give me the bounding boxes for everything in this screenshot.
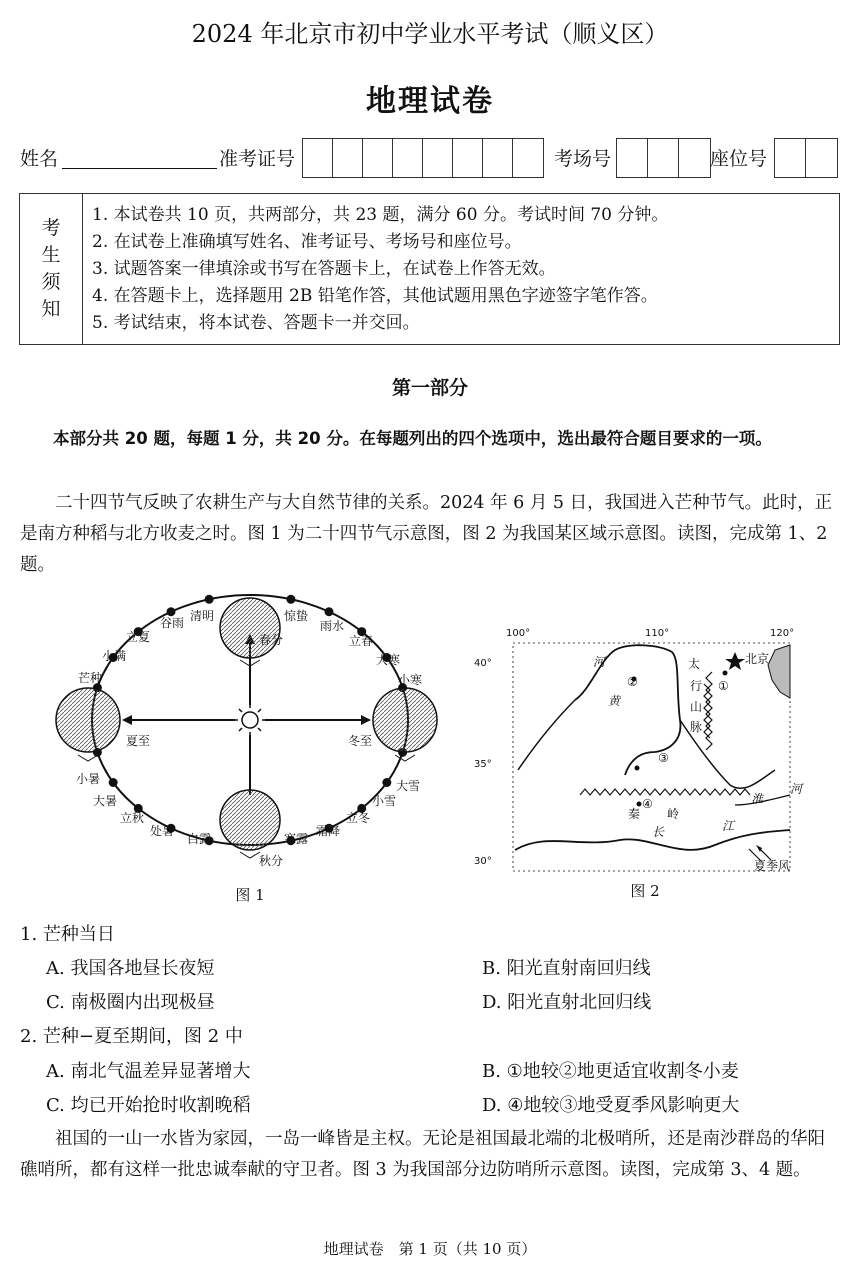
term-label: 大雪	[396, 779, 421, 793]
name-label: 姓名	[20, 148, 59, 170]
point-label: ④	[642, 797, 653, 811]
point-label: ②	[627, 675, 638, 689]
term-label: 小满	[102, 649, 127, 663]
term-label: 小寒	[398, 673, 423, 687]
seat-boxes[interactable]	[774, 138, 838, 178]
qinling-label: 岭	[667, 807, 680, 821]
lat-label: 35°	[474, 759, 492, 770]
term-label: 立冬	[346, 811, 371, 825]
notice-item: 4. 在答题卡上，选择题用 2B 铅笔作答，其他试题用黑色字迹签字笔作答。	[92, 286, 658, 306]
option-b[interactable]: B. ①地较②地更适宜收割冬小麦	[482, 1061, 739, 1082]
term-label: 霜降	[316, 824, 341, 838]
part-instruction: 本部分共 20 题，每题 1 分，共 20 分。在每题列出的四个选项中，选出最符合题目要求的一项。	[53, 429, 772, 448]
lat-label: 30°	[474, 856, 492, 867]
name-field[interactable]	[62, 168, 217, 169]
point-label: ①	[718, 679, 729, 693]
monsoon-label: 夏季风	[754, 859, 791, 873]
term-label: 立春	[349, 634, 374, 648]
option-b[interactable]: B. 阳光直射南回归线	[482, 958, 651, 979]
orbit-dot	[382, 778, 391, 787]
exam-no-label: 准考证号	[219, 148, 296, 170]
term-label: 白露	[187, 832, 212, 846]
room-boxes[interactable]	[616, 138, 711, 178]
river-label: 黄	[608, 694, 621, 708]
page-footer: 地理试卷 第 1 页（共 10 页）	[323, 1240, 537, 1258]
term-label: 处暑	[150, 824, 175, 838]
point-label: ③	[658, 751, 669, 765]
exam-title: 2024 年北京市初中学业水平考试（顺义区）	[191, 20, 669, 48]
subject-title: 地理试卷	[366, 84, 494, 119]
term-label: 雨水	[320, 619, 345, 633]
lon-label: 120°	[770, 628, 795, 639]
term-label: 小暑	[76, 772, 101, 786]
seat-label: 座位号	[710, 148, 768, 170]
notice-item: 5. 考试结束，将本试卷、答题卡一并交回。	[92, 313, 420, 333]
term-label: 小雪	[372, 794, 397, 808]
star-icon	[725, 652, 745, 670]
notice-heading: 考 生 须 知	[20, 194, 83, 344]
river-label: 河	[593, 655, 606, 669]
taihang-label: 山	[690, 700, 703, 714]
notice-item: 1. 本试卷共 10 页，共两部分，共 23 题，满分 60 分。考试时间 70 分钟。	[92, 205, 669, 225]
figure2-region-map	[470, 624, 803, 876]
lon-label: 100°	[506, 628, 531, 639]
question-stem: 1. 芒种当日	[20, 924, 115, 945]
river-label: 长	[652, 825, 665, 839]
beijing-label: 北京	[745, 652, 770, 666]
passage-paragraph: 祖国的一山一水皆为家园，一岛一峰皆是主权。无论是祖国最北端的北极哨所，还是南沙群岛的华阳礁哨所，都有这样一批忠诚奉献的守卫者。图 3 为我国部分边防哨所示意图。读图，完成第 3、4 题。	[20, 1129, 825, 1180]
term-label: 春分	[259, 633, 284, 647]
figure2-caption: 图 2	[630, 882, 660, 900]
term-label: 清明	[190, 609, 215, 623]
lon-label: 110°	[645, 628, 670, 639]
term-label: 立夏	[126, 630, 151, 644]
figure1-solar-terms	[50, 598, 440, 878]
option-c[interactable]: C. 南极圈内出现极昼	[46, 992, 215, 1013]
taihang-label: 脉	[690, 720, 703, 734]
term-label: 冬至	[348, 734, 373, 748]
option-c[interactable]: C. 均已开始抢时收割晚稻	[46, 1095, 251, 1116]
term-label: 惊蛰	[284, 609, 309, 623]
term-label: 谷雨	[160, 616, 185, 630]
candidate-info-row	[20, 136, 840, 180]
orbit-dot	[167, 607, 176, 616]
notice-item: 2. 在试卷上准确填写姓名、准考证号、考场号和座位号。	[92, 232, 522, 252]
river-label: 河	[790, 782, 803, 796]
term-label: 芒种	[78, 671, 103, 685]
part-title: 第一部分	[391, 377, 468, 399]
river-label: 江	[722, 819, 735, 833]
orbit-dot	[286, 595, 295, 604]
question-stem: 2. 芒种−夏至期间，图 2 中	[20, 1026, 243, 1047]
option-a[interactable]: A. 南北气温差异显著增大	[46, 1061, 251, 1082]
term-label: 夏至	[126, 734, 151, 748]
river-label: 淮	[751, 792, 764, 806]
room-label: 考场号	[554, 148, 612, 170]
term-label: 秋分	[259, 854, 284, 868]
taihang-label: 太	[688, 657, 701, 671]
orbit-dot	[205, 595, 214, 604]
orbit-dot	[325, 607, 334, 616]
notice-list	[92, 202, 668, 337]
option-a[interactable]: A. 我国各地昼长夜短	[46, 958, 215, 979]
exam-no-boxes[interactable]	[302, 138, 544, 178]
option-d[interactable]: D. 阳光直射北回归线	[482, 992, 652, 1013]
sun-icon	[234, 704, 266, 736]
figure1-caption: 图 1	[235, 886, 265, 904]
option-d[interactable]: D. ④地较③地受夏季风影响更大	[482, 1095, 740, 1116]
taihang-label: 行	[690, 679, 703, 693]
lat-label: 40°	[474, 658, 492, 669]
term-label: 寒露	[284, 832, 309, 846]
notice-item: 3. 试题答案一律填涂或书写在答题卡上，在试卷上作答无效。	[92, 259, 556, 279]
notice-box	[19, 193, 840, 345]
term-label: 大寒	[376, 653, 401, 667]
term-label: 大暑	[93, 794, 118, 808]
term-label: 立秋	[120, 811, 145, 825]
qinling-label: 秦	[628, 807, 641, 821]
intro-paragraph: 二十四节气反映了农耕生产与大自然节律的关系。2024 年 6 月 5 日，我国进入芒种节气。此时，正是南方种稻与北方收麦之时。图 1 为二十四节气示意图，图 2 为我国某区域示意图。读图，完成第 1、2 题。	[20, 493, 833, 575]
orbit-dot	[109, 778, 118, 787]
